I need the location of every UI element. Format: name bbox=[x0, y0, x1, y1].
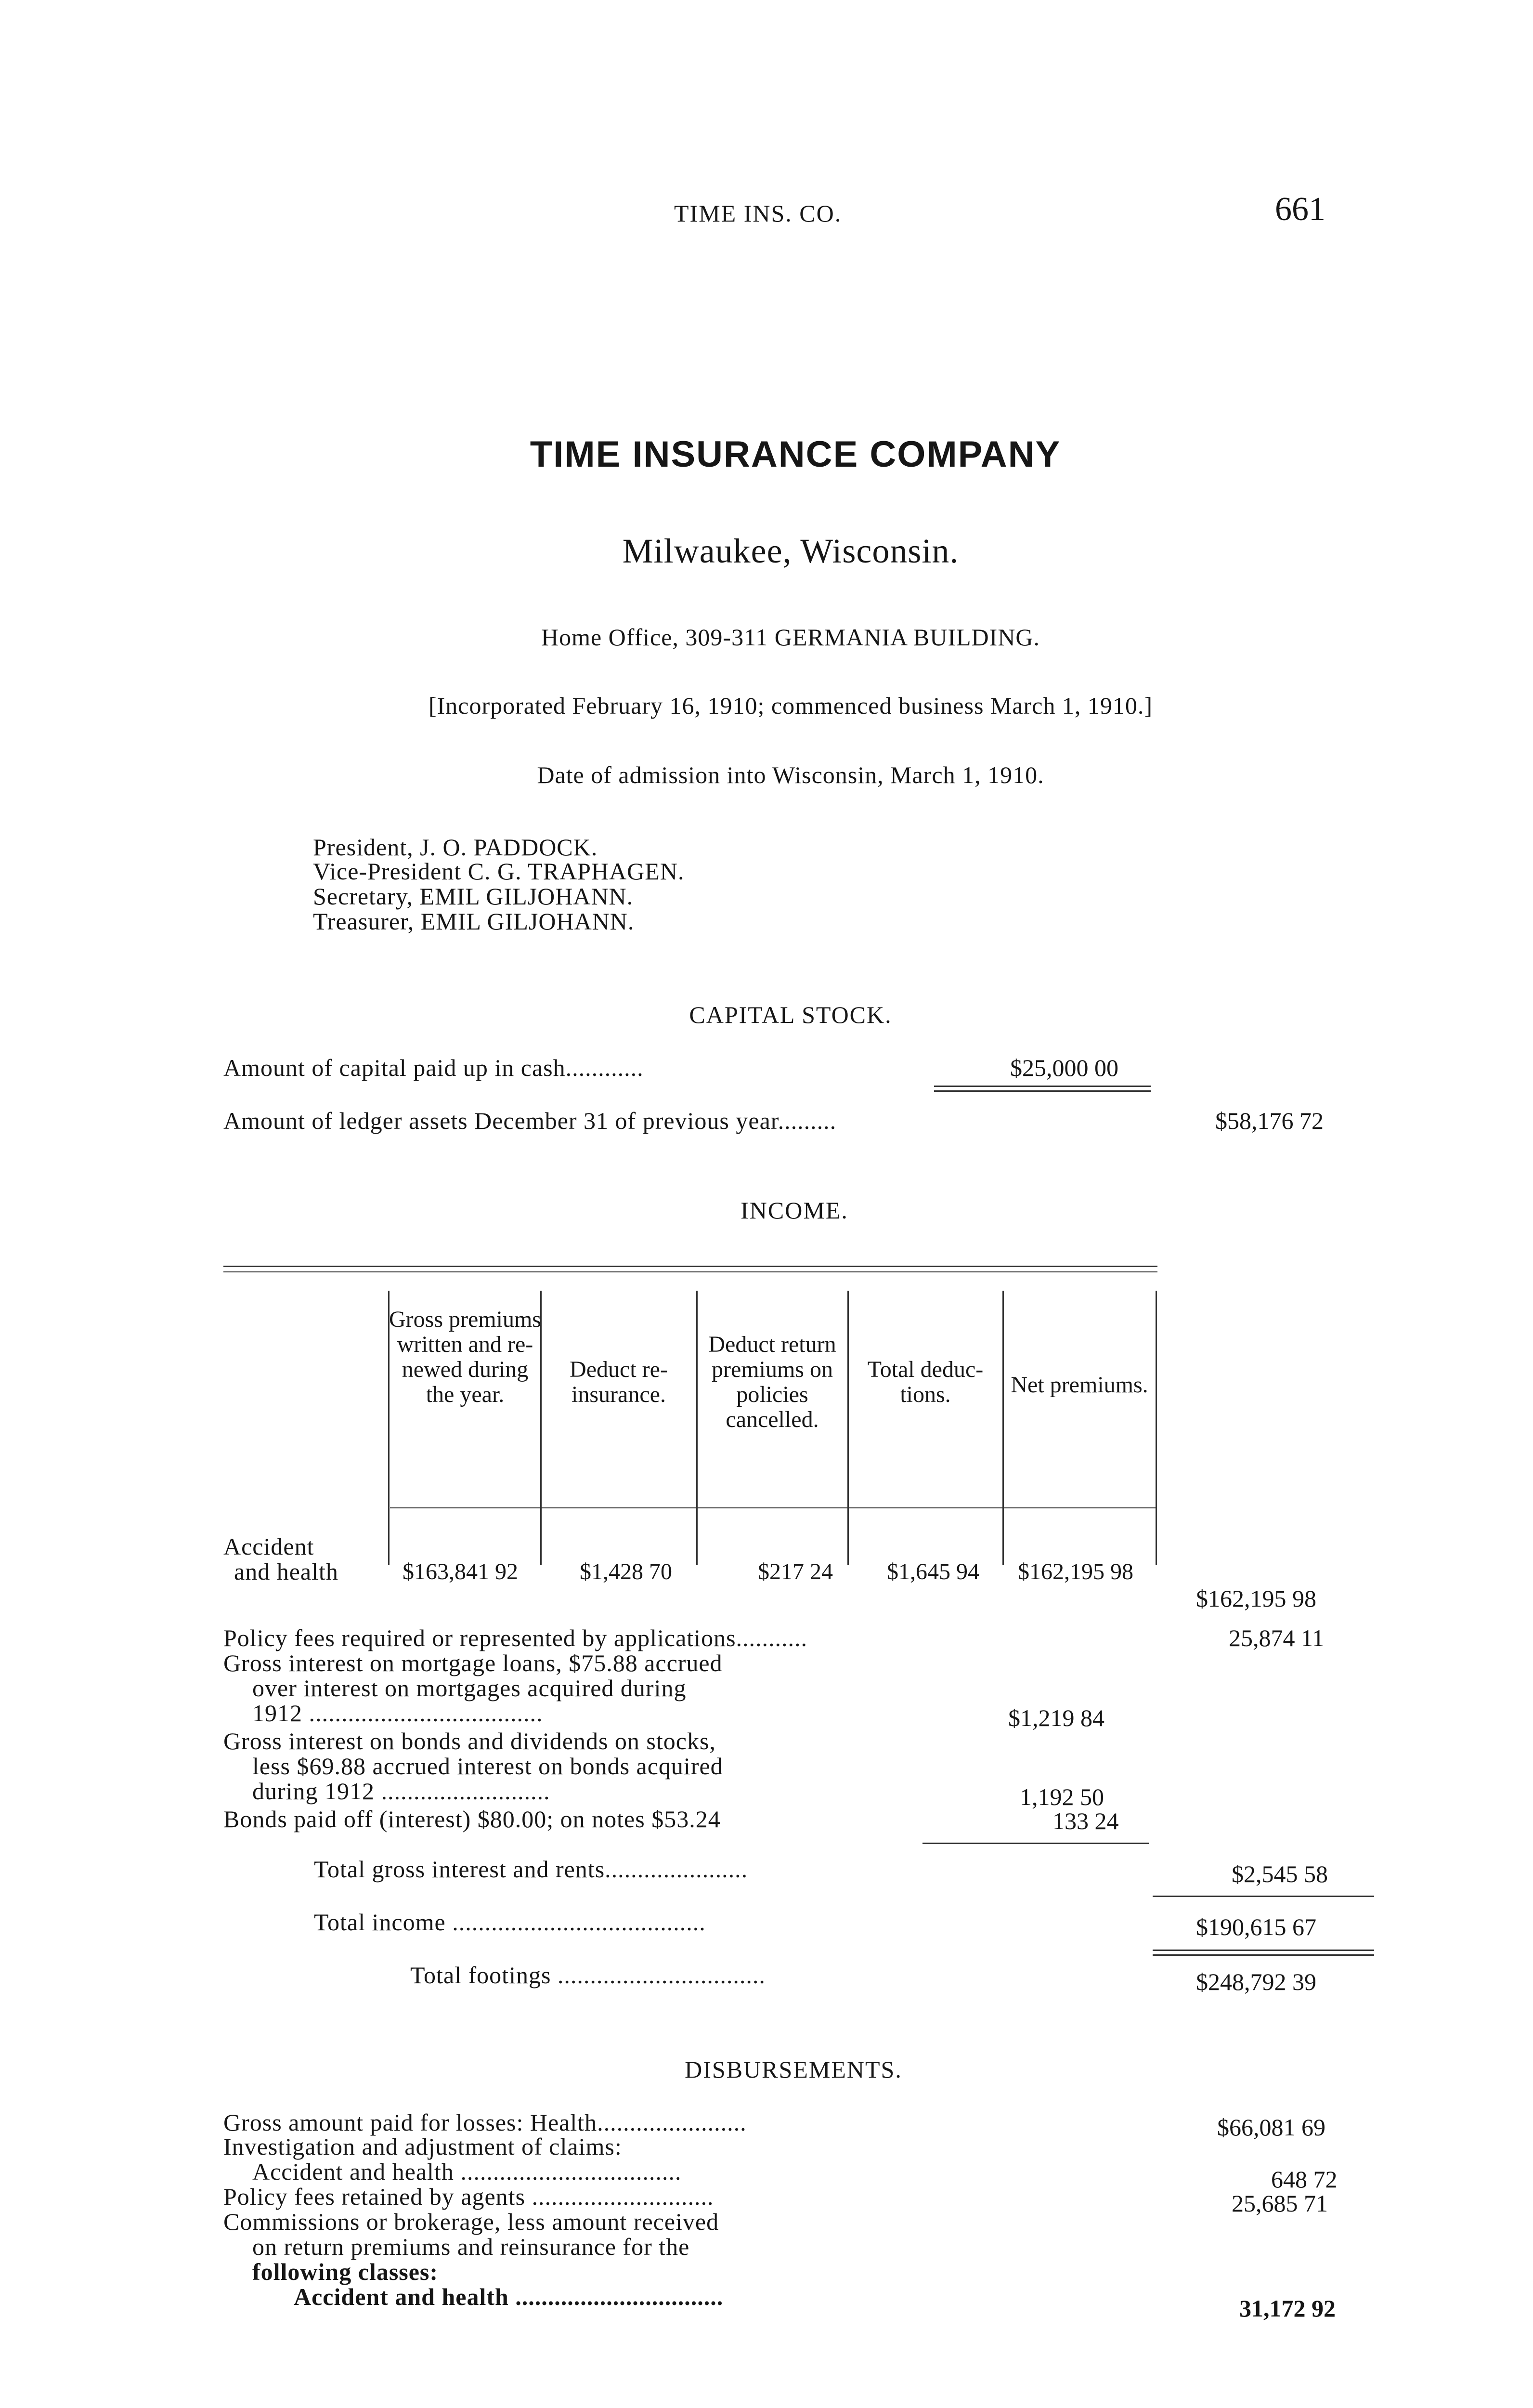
officer-vice-president: Vice-President C. G. TRAPHAGEN. bbox=[313, 858, 685, 885]
table-col-divider bbox=[847, 1291, 849, 1565]
net-premiums-total: $162,195 98 bbox=[1196, 1585, 1316, 1612]
policy-fees-retained-value: 25,685 71 bbox=[1232, 2190, 1328, 2217]
company-name: TIME INSURANCE COMPANY bbox=[530, 434, 1061, 475]
column-header-return-premiums: Deduct return premiums on policies cancelled. bbox=[708, 1332, 836, 1432]
commissions-label: Accident and health ................................ bbox=[294, 2283, 724, 2310]
bonds-paid-label: Bonds paid off (interest) $80.00; on notes $53.24 bbox=[223, 1806, 721, 1832]
cell-total-deductions: $1,645 94 bbox=[887, 1559, 979, 1584]
column-header-reinsurance: Deduct re-insurance. bbox=[570, 1357, 668, 1407]
disbursements-heading: DISBURSEMENTS. bbox=[685, 2056, 902, 2083]
losses-label: Gross amount paid for losses: Health....................... bbox=[223, 2109, 747, 2136]
total-interest-value: $2,545 58 bbox=[1232, 1860, 1328, 1887]
rule bbox=[934, 1086, 1151, 1087]
policy-fees-value: 25,874 11 bbox=[1229, 1624, 1325, 1651]
table-col-divider bbox=[1002, 1291, 1004, 1565]
table-top-rule bbox=[223, 1271, 1157, 1272]
bonds-interest-label: less $69.88 accrued interest on bonds acquired bbox=[252, 1753, 723, 1780]
capital-paid-up-value: $25,000 00 bbox=[1010, 1054, 1118, 1081]
total-footings-value: $248,792 39 bbox=[1196, 1968, 1316, 1995]
officer-president: President, J. O. PADDOCK. bbox=[313, 834, 598, 861]
admission-date: Date of admission into Wisconsin, March 1, 1910. bbox=[537, 761, 1044, 788]
commissions-label: Commissions or brokerage, less amount received bbox=[223, 2208, 719, 2235]
mortgage-interest-value: $1,219 84 bbox=[1008, 1704, 1104, 1731]
total-interest-label: Total gross interest and rents...................... bbox=[314, 1856, 748, 1883]
home-office: Home Office, 309-311 GERMANIA BUILDING. bbox=[541, 624, 1040, 651]
officer-secretary: Secretary, EMIL GILJOHANN. bbox=[313, 883, 634, 910]
column-header-gross-premiums: Gross premiums written and re-newed during the year. bbox=[389, 1307, 541, 1407]
bonds-interest-label: Gross interest on bonds and dividends on stocks, bbox=[223, 1727, 716, 1754]
mortgage-interest-label: Gross interest on mortgage loans, $75.88 accrued bbox=[223, 1649, 723, 1676]
investigation-label: Investigation and adjustment of claims: bbox=[223, 2133, 622, 2160]
commissions-label: on return premiums and reinsurance for the bbox=[252, 2233, 690, 2260]
commissions-label: following classes: bbox=[252, 2258, 439, 2285]
rule bbox=[1153, 1954, 1374, 1956]
total-income-value: $190,615 67 bbox=[1196, 1913, 1316, 1940]
column-header-total-deductions: Total deduc-tions. bbox=[867, 1357, 984, 1407]
rule bbox=[934, 1090, 1151, 1092]
policy-fees-label: Policy fees required or represented by applications........... bbox=[223, 1624, 808, 1651]
bonds-interest-label: during 1912 .......................... bbox=[252, 1778, 550, 1805]
commissions-value: 31,172 92 bbox=[1239, 2295, 1336, 2322]
total-footings-label: Total footings ................................ bbox=[410, 1962, 766, 1989]
losses-value: $66,081 69 bbox=[1217, 2114, 1325, 2141]
policy-fees-retained-label: Policy fees retained by agents ............................ bbox=[223, 2183, 714, 2210]
cell-gross-premiums: $163,841 92 bbox=[403, 1559, 518, 1584]
company-city: Milwaukee, Wisconsin. bbox=[622, 532, 959, 570]
page-number: 661 bbox=[1275, 191, 1325, 228]
officer-treasurer: Treasurer, EMIL GILJOHANN. bbox=[313, 908, 635, 935]
capital-stock-heading: CAPITAL STOCK. bbox=[689, 1001, 892, 1028]
investigation-value: 648 72 bbox=[1271, 2166, 1338, 2193]
bonds-paid-value: 133 24 bbox=[1052, 1807, 1119, 1834]
cell-reinsurance: $1,428 70 bbox=[580, 1559, 672, 1584]
total-income-label: Total income ....................................... bbox=[314, 1909, 706, 1936]
table-col-divider bbox=[1156, 1291, 1157, 1565]
mortgage-interest-label: over interest on mortgages acquired during bbox=[252, 1675, 687, 1701]
ledger-assets-value: $58,176 72 bbox=[1215, 1107, 1324, 1134]
ledger-assets-label: Amount of ledger assets December 31 of previous year......... bbox=[223, 1107, 837, 1134]
row-label-accident: Accident bbox=[223, 1533, 314, 1560]
running-title: TIME INS. CO. bbox=[674, 200, 842, 227]
capital-paid-up-label: Amount of capital paid up in cash............ bbox=[223, 1054, 644, 1081]
rule bbox=[1153, 1896, 1374, 1897]
investigation-label: Accident and health .................................. bbox=[252, 2158, 682, 2185]
cell-net-premiums: $162,195 98 bbox=[1018, 1559, 1133, 1584]
cell-return-premiums: $217 24 bbox=[758, 1559, 833, 1584]
mortgage-interest-label: 1912 .................................... bbox=[252, 1700, 543, 1727]
table-header-rule bbox=[390, 1507, 1156, 1508]
row-label-health: and health bbox=[234, 1558, 338, 1585]
table-top-rule bbox=[223, 1266, 1157, 1267]
column-header-net-premiums: Net premiums. bbox=[1011, 1372, 1148, 1398]
incorporation-note: [Incorporated February 16, 1910; commenced business March 1, 1910.] bbox=[428, 692, 1153, 719]
bonds-interest-value: 1,192 50 bbox=[1020, 1783, 1104, 1810]
rule bbox=[922, 1843, 1149, 1844]
rule bbox=[1153, 1950, 1374, 1951]
income-heading: INCOME. bbox=[741, 1197, 848, 1224]
